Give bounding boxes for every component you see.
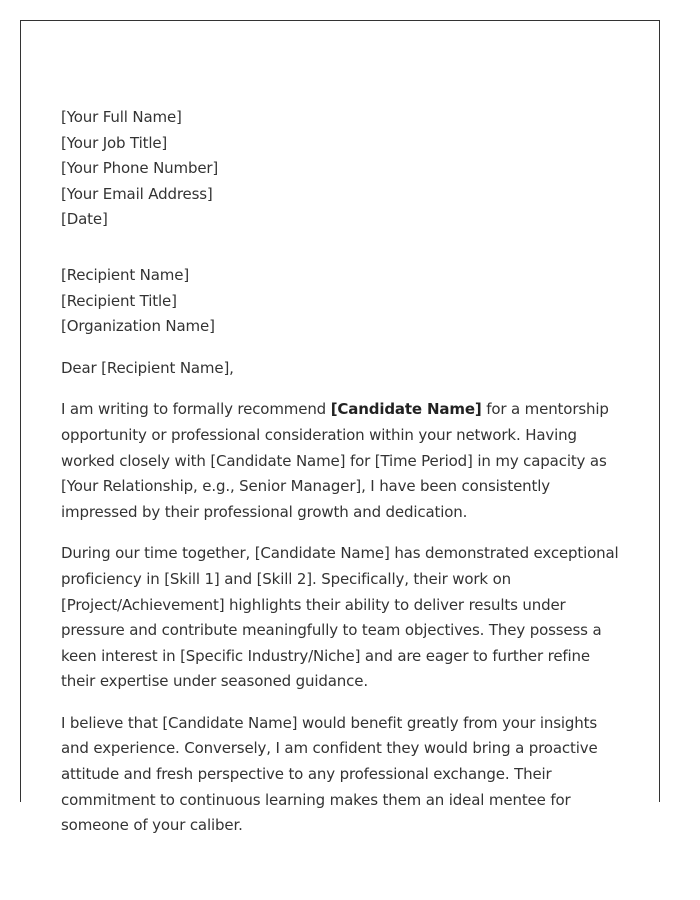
sender-full-name: [Your Full Name] <box>61 108 182 126</box>
body-paragraph-3: I believe that [Candidate Name] would benefit greatly from your insights and experience. Conversely, I am confident they would bring a proactive attitude and fresh perspective to any professional exchange. Their commitment to continuous learning makes them an ideal mentee for someone of your caliber. <box>61 713 598 835</box>
sender-phone: [Your Phone Number] <box>61 159 219 178</box>
candidate-name-bold: [Candidate Name] <box>330 400 482 419</box>
sender-block <box>61 105 626 233</box>
body-paragraph-1 <box>61 397 626 525</box>
recipient-title: [Recipient Title] <box>61 291 177 310</box>
salutation: Dear [Recipient Name], <box>61 358 234 377</box>
recipient-organization: [Organization Name] <box>61 317 215 336</box>
sender-job-title: [Your Job Title] <box>61 133 168 152</box>
sender-email: [Your Email Address] <box>61 184 213 203</box>
p1-lead: I am writing to formally recommend <box>61 400 331 419</box>
letter-content <box>61 105 626 839</box>
p1-rest: for a mentorship opportunity or professional consideration within your network. Having worked closely with [Candidate Name] for [Time Period] in my capacity as [Your Relationship, e.g., Senior Manager], I have been consistently impressed by their professional growth and dedication. <box>61 400 609 521</box>
recipient-block <box>61 263 626 340</box>
letter-date: [Date] <box>61 210 108 229</box>
letter-page <box>20 20 660 835</box>
recipient-name: [Recipient Name] <box>61 265 190 284</box>
body-paragraph-2: During our time together, [Candidate Name] has demonstrated exceptional proficiency in [Skill 1] and [Skill 2]. Specifically, their work on [Project/Achievement] highlights their ability to deliver results under pressure and contribute meaningfully to team objectives. They possess a keen interest in [Specific Industry/Niche] and are eager to further refine their expertise under seasoned guidance. <box>61 544 619 691</box>
